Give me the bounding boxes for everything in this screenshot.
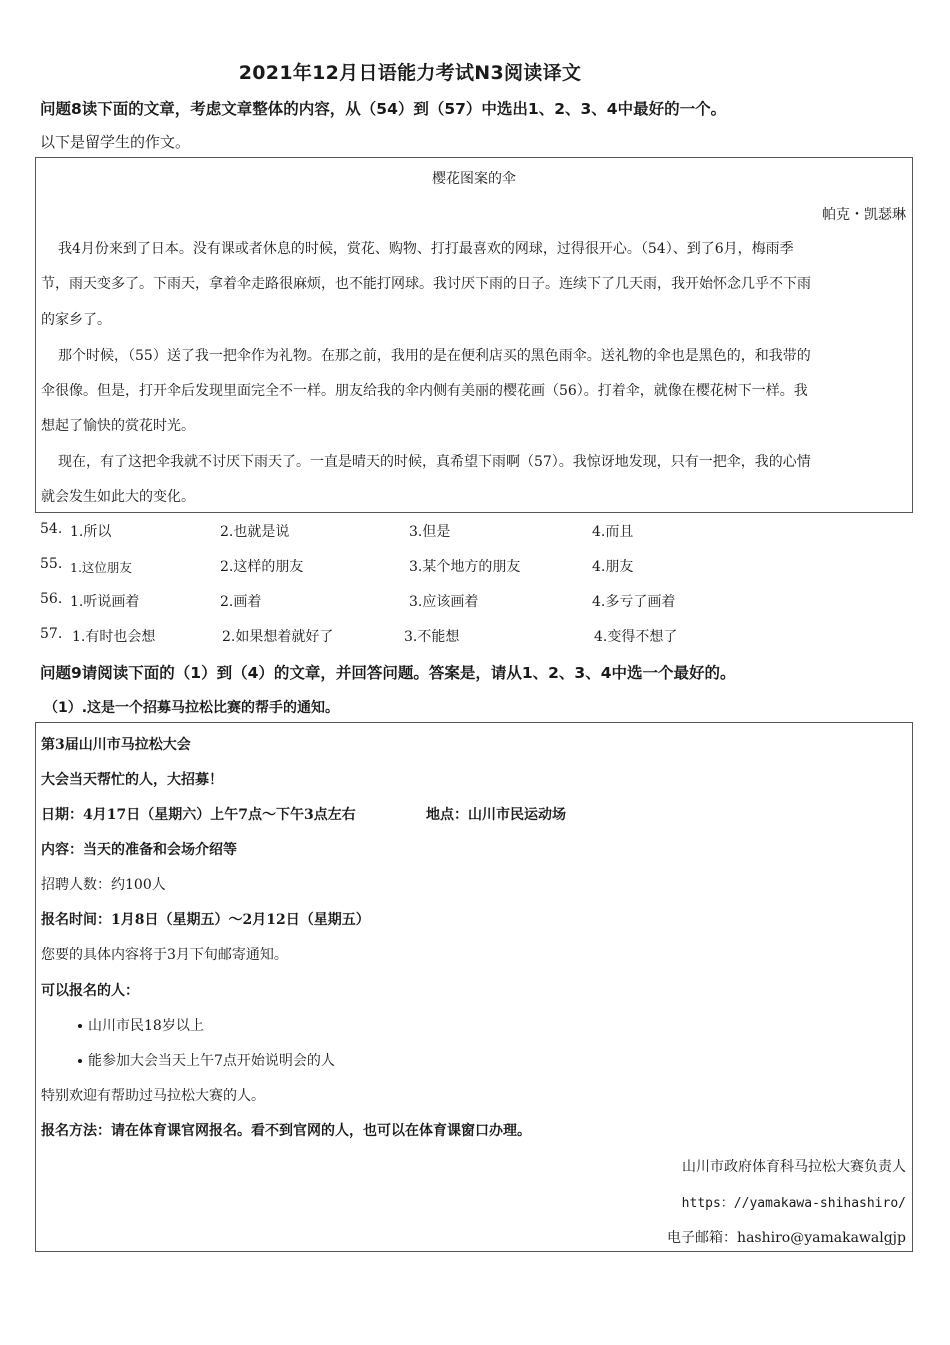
question-number: 54. bbox=[40, 521, 63, 537]
essay-line: 伞很像。但是，打开伞后发现里面完全不一样。朋友给我的伞内侧有美丽的樱花画（56）。打着伞，就像在樱花树下一样。我 bbox=[41, 383, 808, 399]
option-2: 2.如果想着就好了 bbox=[222, 629, 334, 645]
eligible-item-text: 能参加大会当天上午7点开始说明会的人 bbox=[88, 1053, 335, 1069]
notice-eligible-label: 可以报名的人： bbox=[41, 983, 139, 999]
bullet-icon bbox=[78, 1024, 82, 1028]
option-4: 4.变得不想了 bbox=[594, 629, 678, 645]
option-4: 4.而且 bbox=[592, 524, 634, 540]
notice-content: 内容：当天的准备和会场介绍等 bbox=[41, 842, 237, 858]
option-2: 2.也就是说 bbox=[220, 524, 290, 540]
essay-author: 帕克・凯瑟琳 bbox=[822, 207, 906, 223]
essay-title: 樱花图案的伞 bbox=[432, 171, 516, 187]
notice-date: 日期：4月17日（星期六）上午7点～下午3点左右 bbox=[41, 807, 356, 823]
essay-line: 我4月份来到了日本。没有课或者休息的时候，赏花、购物、打打最喜欢的网球，过得很开心。（54）、到了6月，梅雨季 bbox=[58, 241, 794, 257]
option-2: 2.画着 bbox=[220, 594, 262, 610]
essay-line: 想起了愉快的赏花时光。 bbox=[41, 418, 195, 434]
essay-line: 的家乡了。 bbox=[41, 312, 111, 328]
eligible-item-text: 山川市民18岁以上 bbox=[88, 1018, 204, 1034]
notice-email: 电子邮箱：hashiro@yamakawalgjp bbox=[667, 1230, 906, 1246]
essay-box bbox=[35, 157, 913, 513]
option-4: 4.朋友 bbox=[592, 559, 634, 575]
option-2: 2.这样的朋友 bbox=[220, 559, 304, 575]
option-1: 1.这位朋友 bbox=[70, 560, 132, 575]
notice-headcount: 招聘人数：约100人 bbox=[41, 877, 166, 893]
notice-place: 地点：山川市民运动场 bbox=[426, 807, 566, 823]
option-3: 3.不能想 bbox=[404, 629, 460, 645]
notice-box bbox=[35, 722, 913, 1252]
notice-url: https：//yamakawa-shihashiro/ bbox=[681, 1196, 906, 1211]
notice-headline: 大会当天帮忙的人，大招募！ bbox=[41, 772, 223, 788]
essay-line: 现在，有了这把伞我就不讨厌下雨天了。一直是晴天的时候，真希望下雨啊（57）。我惊讶地发现，只有一把伞，我的心情 bbox=[58, 454, 811, 470]
q8-intro: 以下是留学生的作文。 bbox=[40, 133, 191, 151]
notice-welcome: 特别欢迎有帮助过马拉松大赛的人。 bbox=[41, 1088, 265, 1104]
option-1: 1.听说画着 bbox=[70, 594, 140, 610]
q8-instruction: 问题8读下面的文章，考虑文章整体的内容，从（54）到（57）中选出1、2、3、4中最好的一个。 bbox=[40, 100, 727, 118]
option-3: 3.但是 bbox=[409, 524, 451, 540]
eligible-item bbox=[78, 1050, 335, 1070]
notice-org: 山川市政府体育科马拉松大赛负责人 bbox=[682, 1159, 906, 1175]
essay-line: 节，雨天变多了。下雨天，拿着伞走路很麻烦，也不能打网球。我讨厌下雨的日子。连续下了几天雨，我开始怀念几乎不下雨 bbox=[41, 276, 811, 292]
eligible-item bbox=[78, 1015, 204, 1035]
notice-mail-note: 您要的具体内容将于3月下旬邮寄通知。 bbox=[41, 947, 288, 963]
q9-instruction: 问题9请阅读下面的（1）到（4）的文章，并回答问题。答案是，请从1、2、3、4中选一个最好的。 bbox=[40, 664, 736, 682]
option-1: 1.有时也会想 bbox=[72, 629, 156, 645]
question-number: 57. bbox=[40, 626, 63, 642]
essay-line: 那个时候，（55）送了我一把伞作为礼物。在那之前，我用的是在便利店买的黑色雨伞。送礼物的伞也是黑色的，和我带的 bbox=[58, 348, 811, 364]
option-4: 4.多亏了画着 bbox=[592, 594, 676, 610]
option-3: 3.某个地方的朋友 bbox=[409, 559, 521, 575]
notice-event: 第3届山川市马拉松大会 bbox=[41, 737, 191, 753]
option-3: 3.应该画着 bbox=[409, 594, 479, 610]
question-number: 56. bbox=[40, 591, 63, 607]
page-title: 2021年12月日语能力考试N3阅读译文 bbox=[238, 62, 582, 84]
essay-line: 就会发生如此大的变化。 bbox=[41, 489, 195, 505]
notice-period: 报名时间：1月8日（星期五）～2月12日（星期五） bbox=[41, 912, 370, 928]
bullet-icon bbox=[78, 1059, 82, 1063]
q9-sub1-label: （1）.这是一个招募马拉松比赛的帮手的通知。 bbox=[44, 700, 340, 716]
question-number: 55. bbox=[40, 556, 63, 572]
notice-method: 报名方法：请在体育课官网报名。看不到官网的人，也可以在体育课窗口办理。 bbox=[41, 1123, 531, 1139]
option-1: 1.所以 bbox=[70, 524, 112, 540]
